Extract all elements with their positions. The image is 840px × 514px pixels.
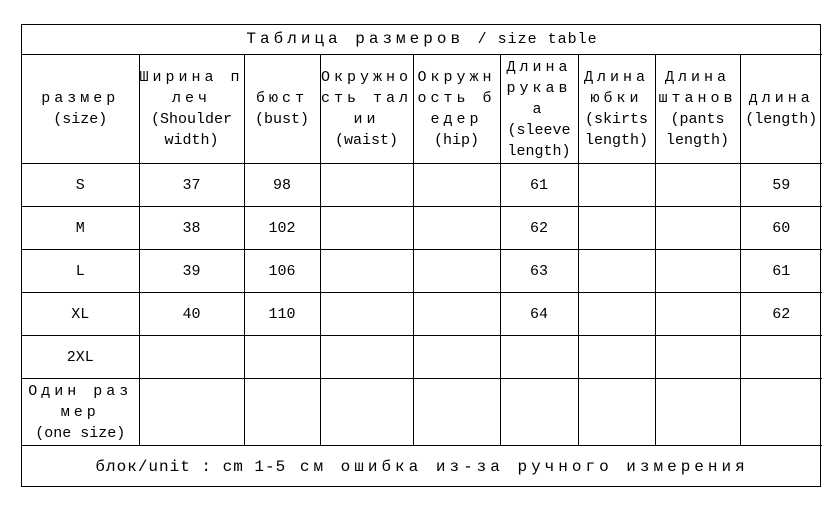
table-title: [22, 25, 822, 55]
table-cell: [320, 207, 413, 250]
table-cell: 62: [500, 207, 578, 250]
column-header: [413, 55, 500, 164]
table-cell: 61: [740, 250, 822, 293]
table-cell: [320, 164, 413, 207]
table-cell: 37: [139, 164, 244, 207]
table-cell: 39: [139, 250, 244, 293]
table-cell: [740, 379, 822, 446]
table-cell: [244, 336, 320, 379]
column-header-en: (size): [53, 111, 108, 128]
table-row: [22, 336, 822, 379]
table-cell: [500, 336, 578, 379]
table-cell: [655, 336, 740, 379]
table-cell: [413, 336, 500, 379]
size-label: 2XL: [22, 336, 139, 379]
column-header-ru: длина: [748, 90, 814, 107]
table-cell: 62: [740, 293, 822, 336]
table-cell: 106: [244, 250, 320, 293]
column-header-en: (bust): [254, 111, 309, 128]
table-cell: [740, 336, 822, 379]
table-cell: 110: [244, 293, 320, 336]
size-table-frame: [21, 24, 821, 487]
table-row: [22, 250, 822, 293]
table-cell: [655, 379, 740, 446]
column-header-ru: Длина рукава: [506, 58, 572, 118]
table-cell: [578, 336, 655, 379]
table-cell: [139, 379, 244, 446]
table-cell: [578, 379, 655, 446]
size-table: [22, 25, 822, 488]
table-cell: [320, 336, 413, 379]
footer-suffix: см ошибка из-за ручного измерения: [299, 457, 749, 476]
table-row: [22, 164, 822, 207]
column-header-ru: Длина юбки: [583, 69, 649, 107]
size-label: L: [22, 250, 139, 293]
column-header-ru: бюст: [255, 90, 308, 107]
table-cell: 61: [500, 164, 578, 207]
column-header: [655, 55, 740, 164]
table-cell: [578, 250, 655, 293]
column-header: [740, 55, 822, 164]
table-cell: [320, 379, 413, 446]
table-cell: [655, 293, 740, 336]
column-header: [22, 55, 139, 164]
table-cell: 98: [244, 164, 320, 207]
table-cell: [655, 164, 740, 207]
table-cell: [655, 250, 740, 293]
column-header-ru: Окружность бедер: [417, 69, 496, 128]
one-size-ru: Один размер: [28, 382, 133, 421]
table-cell: [413, 379, 500, 446]
table-cell: [413, 164, 500, 207]
one-size-en: (one size): [35, 424, 126, 442]
footer-note: [22, 446, 822, 489]
table-cell: [320, 293, 413, 336]
column-header: [500, 55, 578, 164]
table-row: [22, 207, 822, 250]
column-header-en: (skirts length): [584, 111, 648, 149]
table-cell: [578, 293, 655, 336]
table-cell: [413, 250, 500, 293]
footer-prefix: блок/unit : cm 1-5: [95, 457, 287, 476]
size-label: S: [22, 164, 139, 207]
column-header: [244, 55, 320, 164]
column-header-en: (length): [745, 111, 818, 128]
column-header: [320, 55, 413, 164]
one-size-label: [22, 379, 139, 446]
table-cell: 60: [740, 207, 822, 250]
column-header-en: (sleeve length): [507, 121, 571, 160]
column-header: [139, 55, 244, 164]
table-cell: 64: [500, 293, 578, 336]
table-cell: [578, 164, 655, 207]
table-cell: [578, 207, 655, 250]
table-cell: 102: [244, 207, 320, 250]
table-cell: [655, 207, 740, 250]
column-header-ru: Окружность талии: [320, 69, 412, 128]
table-cell: 63: [500, 250, 578, 293]
table-cell: [244, 379, 320, 446]
table-cell: 40: [139, 293, 244, 336]
size-label: M: [22, 207, 139, 250]
size-label: XL: [22, 293, 139, 336]
column-header-ru: размер: [41, 90, 120, 107]
table-row: [22, 293, 822, 336]
table-cell: 38: [139, 207, 244, 250]
table-cell: [413, 207, 500, 250]
column-header: [578, 55, 655, 164]
table-cell: [413, 293, 500, 336]
title-ru: Таблица размеров: [246, 30, 465, 48]
title-en: / size table: [477, 31, 598, 48]
table-cell: [320, 250, 413, 293]
column-header-en: (waist): [334, 132, 398, 149]
column-header-en: (pants length): [665, 111, 729, 149]
column-header-ru: Ширина плеч: [139, 69, 244, 107]
column-header-en: (hip): [433, 132, 479, 149]
column-header-en: (Shoulder width): [150, 111, 232, 149]
table-cell: 59: [740, 164, 822, 207]
table-cell: [139, 336, 244, 379]
column-header-ru: Длина штанов: [658, 69, 737, 107]
table-cell: [500, 379, 578, 446]
